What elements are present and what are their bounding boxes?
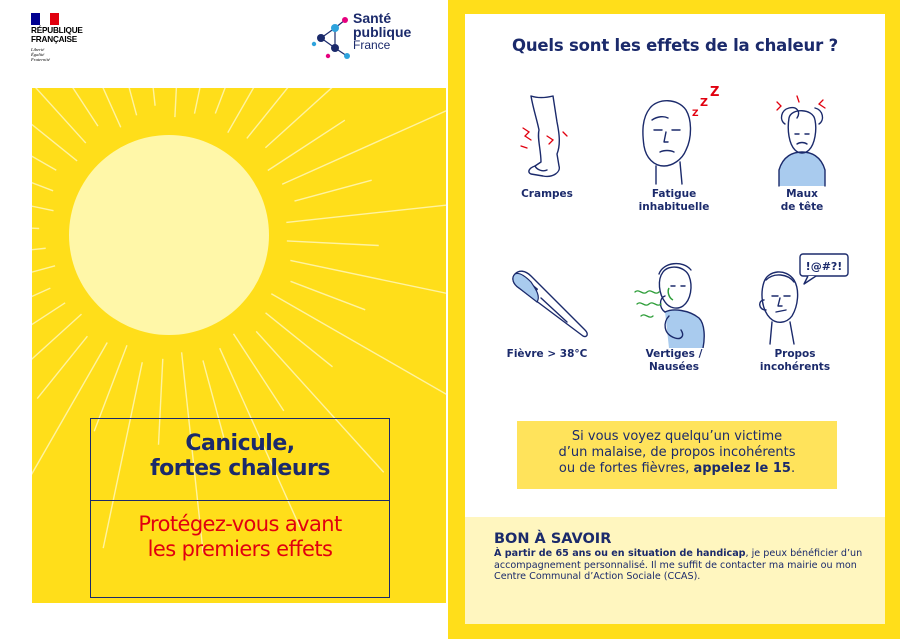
campaign-subtitle: Protégez-vous avant les premiers effets [138,512,342,561]
effect-crampes [487,92,607,201]
sun-ray [228,88,329,133]
sun-ray [32,303,65,350]
effects-title: Quels sont les effets de la chaleur ? [512,36,838,55]
thermometer-icon [497,260,597,348]
campaign-cover [0,0,446,639]
speech-bubble [800,254,848,284]
sun-ray [266,313,333,367]
sun-ray [32,160,53,191]
effect-label: Maux de tête [780,188,824,213]
sun-ray [135,88,155,106]
sun-ray [32,266,55,290]
effect-label: Crampes [521,188,573,200]
dizziness-icon [629,252,719,348]
spf-molecule-icon [311,14,353,62]
sun-ray [32,88,56,170]
sun-ray [175,88,180,117]
french-flag-icon [31,13,59,25]
sun-ray [294,180,371,201]
sun-ray [32,103,77,161]
spf-wordmark: Santé publique France [353,10,412,52]
sun-ray [54,88,98,126]
effect-label: Propos incohérents [759,348,831,373]
effect-label: Fièvre > 38°C [506,348,588,360]
headache-icon [767,94,837,188]
sun-ray [234,334,284,411]
sun-disc [69,135,269,335]
effects-page-content [465,14,885,624]
sun-ray [247,88,301,138]
sun-ray [215,88,243,114]
effects-page [448,0,900,639]
sleep-letter: Z [700,96,708,109]
campaign-title: Canicule, fortes chaleurs [91,419,389,501]
campaign-title-box [90,418,390,598]
call-15-text: appelez le 15 [693,461,791,476]
effect-label: Fatigue inhabituelle [638,188,710,213]
speech-symbols: !@#?! [805,260,843,273]
sleep-letter: Z [692,109,699,119]
fatigue-face-icon [624,86,724,188]
effect-label: Vertiges / Nausées [645,348,703,373]
good-to-know-box [465,517,885,624]
effect-maux-de-tete [742,94,862,214]
good-to-know-text: À partir de 65 ans ou en situation de handicap, je peux bénéficier d’un accompagnement personnalisé. Il me suffit de contacter ma mairie ou mon Centre Communal d’Action Sociale (CCAS). [494,548,863,583]
incoherent-speech-icon [738,252,852,348]
sun-ray [38,88,121,127]
sun-ray [290,260,446,300]
sun-ray [114,88,136,115]
effect-propos-incoherents [735,252,855,374]
sun-ray [286,201,446,223]
republique-motto: Liberté Égalité Fraternité [31,47,50,63]
sante-publique-france-logo [311,10,421,69]
sun-ray [32,248,46,269]
sleep-letter: Z [710,86,720,100]
emergency-alert-box: Si vous voyez quelqu’un victime d’un malaise, de propos incohérents ou de fortes fièvres, appelez le 15. [517,421,837,489]
sun-ray [268,120,345,170]
sun-ray [282,104,446,184]
effect-fatigue [614,86,734,214]
cramp-leg-icon [517,92,577,188]
sun-ray [271,294,446,395]
sun-ray [290,281,365,309]
republique-name: RÉPUBLIQUE FRANÇAISE [31,26,83,44]
effect-fievre [487,260,607,361]
sun-ray [287,241,379,246]
sun-ray [32,288,50,366]
sun-ray [32,225,39,229]
republique-francaise-logo [31,13,111,73]
good-to-know-title: BON À SAVOIR [494,531,612,547]
effect-vertiges [614,252,734,374]
sun-ray [194,88,234,114]
